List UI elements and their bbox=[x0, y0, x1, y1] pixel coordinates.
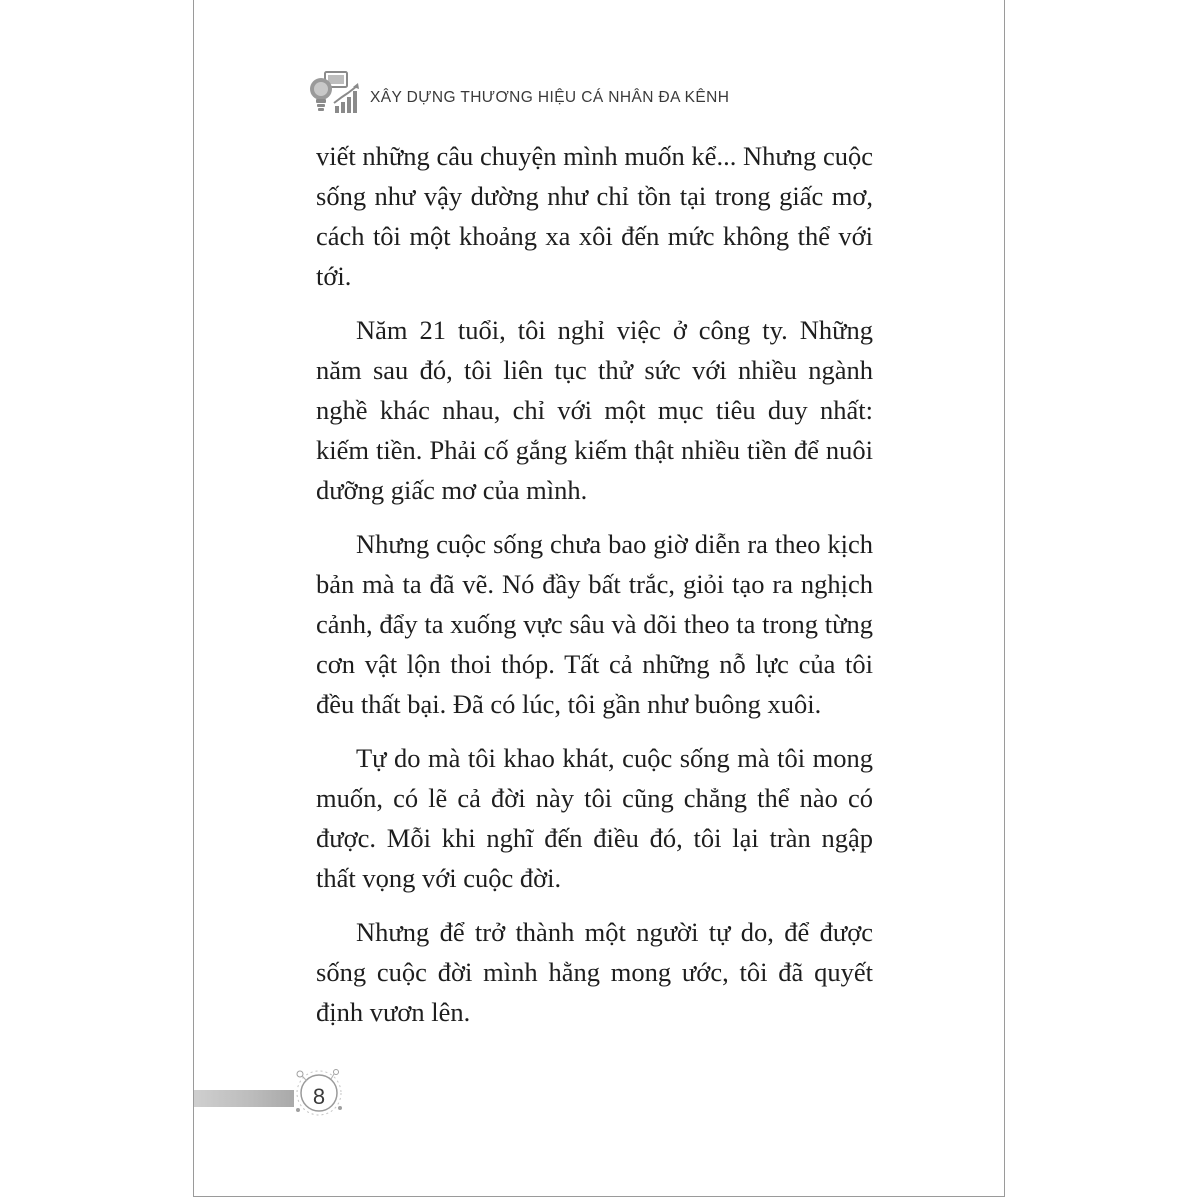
running-header bbox=[307, 70, 927, 116]
footer-bar bbox=[194, 1090, 294, 1107]
lightbulb-chart-icon bbox=[307, 70, 361, 116]
body-text bbox=[316, 136, 873, 1046]
page-number: 8 bbox=[312, 1084, 326, 1109]
paragraph-5: Nhưng để trở thành một người tự do, để được sống cuộc đời mình hằng mong ước, tôi đã quyết định vươn lên. bbox=[316, 917, 873, 1027]
paragraph-4: Tự do mà tôi khao khát, cuộc sống mà tôi mong muốn, có lẽ cả đời này tôi cũng chẳng thể nào có được. Mỗi khi nghĩ đến điều đó, tôi lại tràn ngập thất vọng với cuộc đời. bbox=[316, 743, 873, 893]
paragraph-1: viết những câu chuyện mình muốn kể... Nhưng cuộc sống như vậy dường như chỉ tồn tại trong giấc mơ, cách tôi một khoảng xa xôi đến mức không thể với tới. bbox=[316, 141, 873, 291]
page-footer bbox=[194, 1062, 354, 1112]
book-page bbox=[193, 0, 1005, 1197]
paragraph-2: Năm 21 tuổi, tôi nghỉ việc ở công ty. Những năm sau đó, tôi liên tục thử sức với nhiều ngành nghề khác nhau, chỉ với một mục tiêu duy nhất: kiếm tiền. Phải cố gắng kiếm thật nhiều tiền để nuôi dưỡng giấc mơ của mình. bbox=[316, 315, 873, 505]
paragraph-3: Nhưng cuộc sống chưa bao giờ diễn ra theo kịch bản mà ta đã vẽ. Nó đầy bất trắc, giỏi tạo ra nghịch cảnh, đẩy ta xuống vực sâu và dõi theo ta trong từng cơn vật lộn thoi thóp. Tất cả những nỗ lực của tôi đều thất bại. Đã có lúc, tôi gần như buông xuôi. bbox=[316, 529, 873, 719]
header-title: XÂY DỰNG THƯƠNG HIỆU CÁ NHÂN ĐA KÊNH bbox=[370, 89, 730, 106]
